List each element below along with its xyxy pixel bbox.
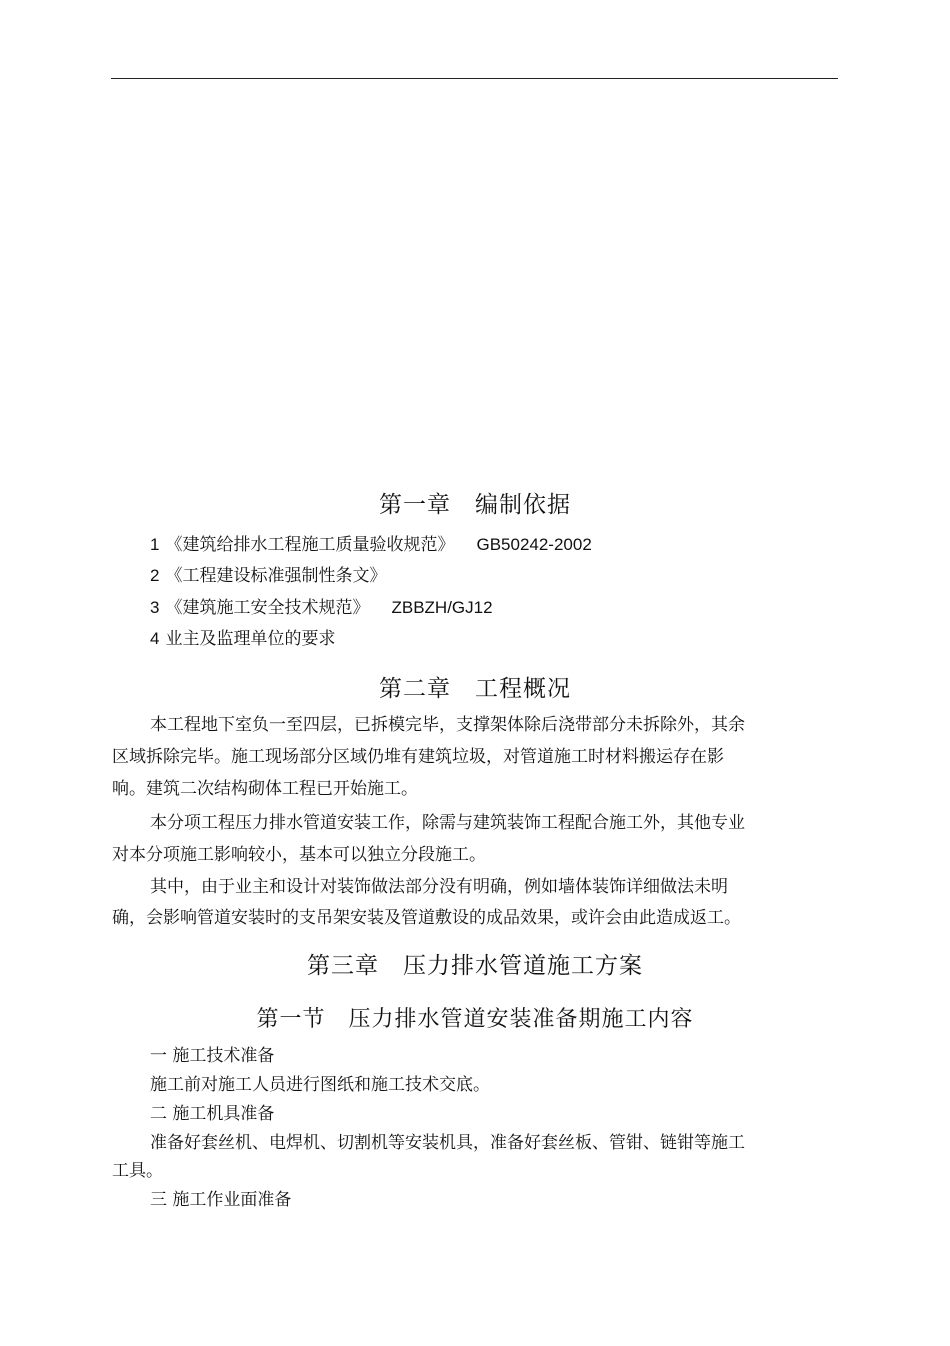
reference-number: 4 [150,629,160,648]
reference-title: 《建筑给排水工程施工质量验收规范》 [165,535,455,555]
reference-title: 《建筑施工安全技术规范》 [165,598,370,618]
reference-number: 1 [150,535,160,554]
reference-code: GB50242-2002 [476,535,592,554]
reference-title: 《工程建设标准强制性条文》 [165,566,387,586]
item2-text-line: 工具。 [112,1161,163,1181]
item2-heading: 二 施工机具准备 [150,1104,275,1124]
chapter3-title: 第三章 压力排水管道施工方案 [307,953,643,979]
item1-text: 施工前对施工人员进行图纸和施工技术交底。 [150,1075,490,1095]
paragraph-line: 其中，由于业主和设计对装饰做法部分没有明确，例如墙体装饰详细做法未明 [150,877,728,897]
paragraph-line: 确，会影响管道安装时的支吊架安装及管道敷设的成品效果，或许会由此造成返工。 [112,908,741,928]
item2-text-line: 准备好套丝机、电焊机、切割机等安装机具，准备好套丝板、管钳、链钳等施工 [150,1133,745,1153]
reference-title: 业主及监理单位的要求 [165,629,336,649]
paragraph-line: 响。建筑二次结构砌体工程已开始施工。 [112,779,418,799]
chapter2-title: 第二章 工程概况 [379,676,571,702]
reference-number: 2 [150,566,160,585]
reference-code: ZBBZH/GJ12 [391,598,493,617]
header-rule [111,78,838,79]
reference-item [150,598,493,618]
paragraph-line: 区域拆除完毕。施工现场部分区域仍堆有建筑垃圾，对管道施工时材料搬运存在影 [112,747,724,767]
section1-title: 第一节 压力排水管道安装准备期施工内容 [256,1007,694,1032]
item3-heading: 三 施工作业面准备 [150,1190,292,1210]
item1-heading: 一 施工技术准备 [150,1046,275,1066]
reference-item [150,566,386,586]
reference-item [150,629,335,649]
reference-item [150,535,592,555]
paragraph-line: 本分项工程压力排水管道安装工作，除需与建筑装饰工程配合施工外，其他专业 [150,813,745,833]
paragraph-line: 对本分项施工影响较小，基本可以独立分段施工。 [112,845,486,865]
reference-number: 3 [150,598,160,617]
paragraph-line: 本工程地下室负一至四层，已拆模完毕，支撑架体除后浇带部分未拆除外，其余 [150,715,745,735]
chapter1-title: 第一章 编制依据 [379,492,571,518]
